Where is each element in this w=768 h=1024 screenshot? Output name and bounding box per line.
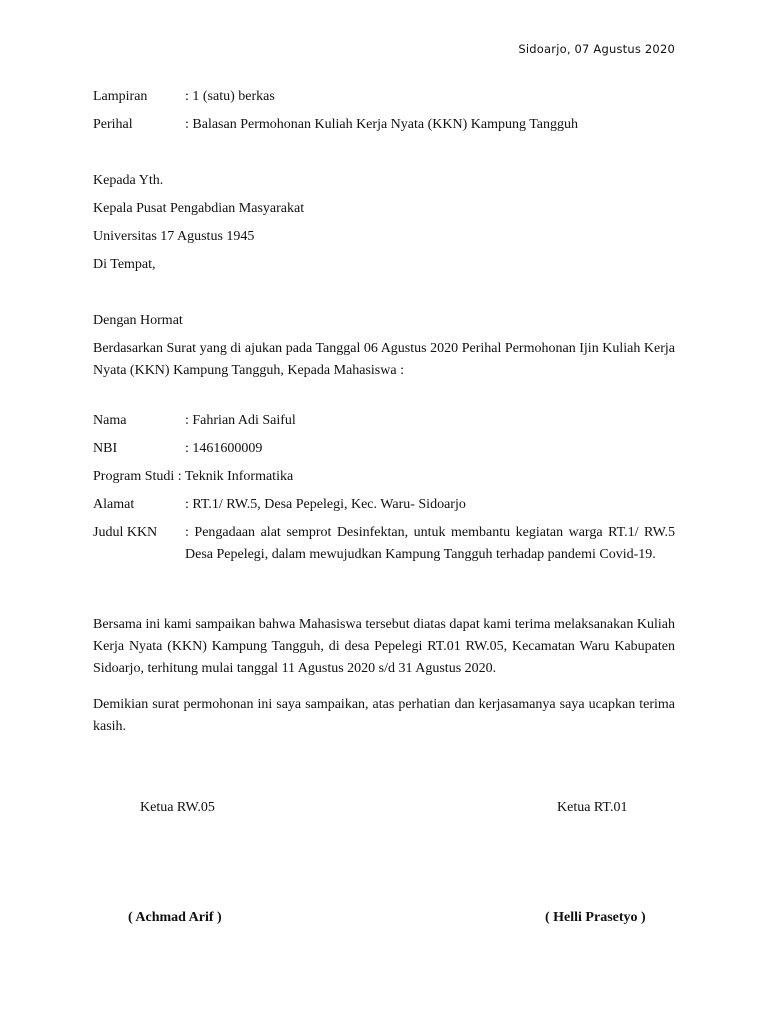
nbi-row xyxy=(93,438,675,460)
alamat-row xyxy=(93,494,675,516)
recipient-line-2: Kepala Pusat Pengabdian Masyarakat xyxy=(93,201,305,216)
signature-right-title: Ketua RT.01 xyxy=(557,800,628,815)
greeting: Dengan Hormat xyxy=(93,313,183,328)
closing-paragraph: Demikian surat permohonan ini saya sampaikan, atas perhatian dan kerjasamanya saya ucapkan terima kasih. xyxy=(93,697,675,734)
judul-kkn-value: : Pengadaan alat semprot Desinfektan, untuk membantu kegiatan warga RT.1/ RW.5 Desa Pepelegi, dalam mewujudkan Kampung Tangguh terhadap pandemi Covid-19. xyxy=(185,525,675,562)
alamat-value: : RT.1/ RW.5, Desa Pepelegi, Kec. Waru- Sidoarjo xyxy=(185,497,466,512)
nama-row xyxy=(93,410,675,432)
nama-value: : Fahrian Adi Saiful xyxy=(185,413,296,428)
judul-kkn-row xyxy=(93,522,675,566)
nbi-label: NBI xyxy=(93,441,118,456)
recipient-line-1: Kepada Yth. xyxy=(93,173,164,188)
signature-right-name: ( Helli Prasetyo ) xyxy=(545,910,646,925)
lampiran-value: : 1 (satu) berkas xyxy=(185,89,275,104)
perihal-value: : Balasan Permohonan Kuliah Kerja Nyata (KKN) Kampung Tangguh xyxy=(185,117,578,132)
prodi-row: Program Studi : Teknik Informatika xyxy=(93,469,294,484)
signature-left-name: ( Achmad Arif ) xyxy=(128,910,222,925)
perihal-row xyxy=(93,114,675,136)
date-line: Sidoarjo, 07 Agustus 2020 xyxy=(518,42,675,56)
judul-kkn-label: Judul KKN xyxy=(93,525,158,540)
lampiran-label: Lampiran xyxy=(93,89,148,104)
nbi-value: : 1461600009 xyxy=(185,441,263,456)
lampiran-row xyxy=(93,86,675,108)
alamat-label: Alamat xyxy=(93,497,135,512)
perihal-label: Perihal xyxy=(93,117,133,132)
intro-paragraph: Berdasarkan Surat yang di ajukan pada Tanggal 06 Agustus 2020 Perihal Permohonan Ijin Kuliah Kerja Nyata (KKN) Kampung Tangguh, Kepada Mahasiswa : xyxy=(93,341,675,378)
nama-label: Nama xyxy=(93,413,127,428)
signature-left-title: Ketua RW.05 xyxy=(140,800,215,815)
recipient-line-3: Universitas 17 Agustus 1945 xyxy=(93,229,255,244)
recipient-line-4: Di Tempat, xyxy=(93,257,156,272)
body-paragraph: Bersama ini kami sampaikan bahwa Mahasiswa tersebut diatas dapat kami terima melaksanakan Kuliah Kerja Nyata (KKN) Kampung Tangguh, di desa Pepelegi RT.01 RW.05, Kecamatan Waru Kabupaten Sidoarjo, terhitung mulai tanggal 11 Agustus 2020 s/d 31 Agustus 2020. xyxy=(93,617,675,676)
